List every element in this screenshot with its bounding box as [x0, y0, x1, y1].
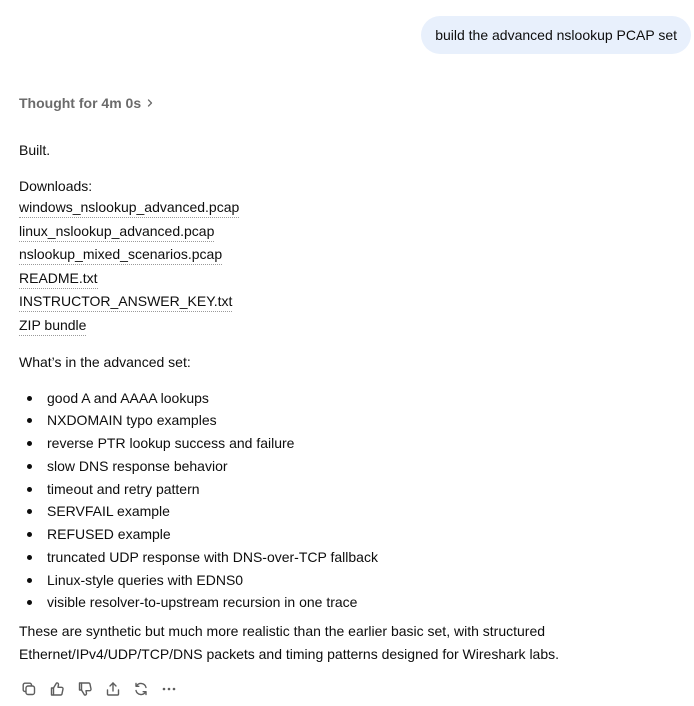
thumbs-up-button[interactable]: [47, 680, 66, 699]
downloads-list: [19, 197, 679, 338]
feature-list: [19, 387, 679, 615]
regenerate-icon: [133, 681, 149, 697]
list-item: NXDOMAIN typo examples: [19, 409, 679, 432]
download-link-linux-pcap[interactable]: linux_nslookup_advanced.pcap: [19, 221, 214, 242]
thumbs-down-button[interactable]: [75, 680, 94, 699]
copy-button[interactable]: [19, 680, 38, 699]
thought-label: Thought for 4m 0s: [19, 95, 142, 111]
more-icon: [161, 681, 177, 697]
section-title: What’s in the advanced set:: [19, 354, 191, 370]
download-link-answer-key[interactable]: INSTRUCTOR_ANSWER_KEY.txt: [19, 291, 232, 312]
copy-icon: [21, 681, 37, 697]
list-item: visible resolver-to-upstream recursion in one trace: [19, 591, 679, 614]
download-link-mixed-pcap[interactable]: nslookup_mixed_scenarios.pcap: [19, 244, 222, 265]
closing-paragraph: These are synthetic but much more realistic than the earlier basic set, with structured Ethernet/IPv4/UDP/TCP/DNS packets and timing patterns designed for Wireshark labs.: [19, 623, 560, 662]
list-item: good A and AAAA lookups: [19, 387, 679, 410]
thought-toggle[interactable]: [19, 94, 679, 112]
list-item: timeout and retry pattern: [19, 478, 679, 501]
message-actions: [19, 679, 679, 699]
list-item: Linux-style queries with EDNS0: [19, 569, 679, 592]
thumbs-down-icon: [77, 681, 93, 697]
list-item: truncated UDP response with DNS-over-TCP fallback: [19, 546, 679, 569]
list-item: reverse PTR lookup success and failure: [19, 432, 679, 455]
chevron-right-icon: [145, 98, 155, 108]
built-text: Built.: [19, 142, 51, 158]
more-button[interactable]: [159, 680, 178, 699]
list-item: SERVFAIL example: [19, 500, 679, 523]
download-link-windows-pcap[interactable]: windows_nslookup_advanced.pcap: [19, 197, 239, 218]
user-message-row: [421, 16, 691, 54]
thumbs-up-icon: [49, 681, 65, 697]
downloads-title: Downloads:: [19, 177, 93, 194]
user-message-bubble: build the advanced nslookup PCAP set: [421, 16, 691, 54]
assistant-message: [19, 94, 679, 699]
share-icon: [105, 681, 121, 697]
list-item: slow DNS response behavior: [19, 455, 679, 478]
download-link-zip-bundle[interactable]: ZIP bundle: [19, 315, 86, 336]
regenerate-button[interactable]: [131, 680, 150, 699]
download-link-readme[interactable]: README.txt: [19, 268, 98, 289]
list-item: REFUSED example: [19, 523, 679, 546]
share-button[interactable]: [103, 680, 122, 699]
